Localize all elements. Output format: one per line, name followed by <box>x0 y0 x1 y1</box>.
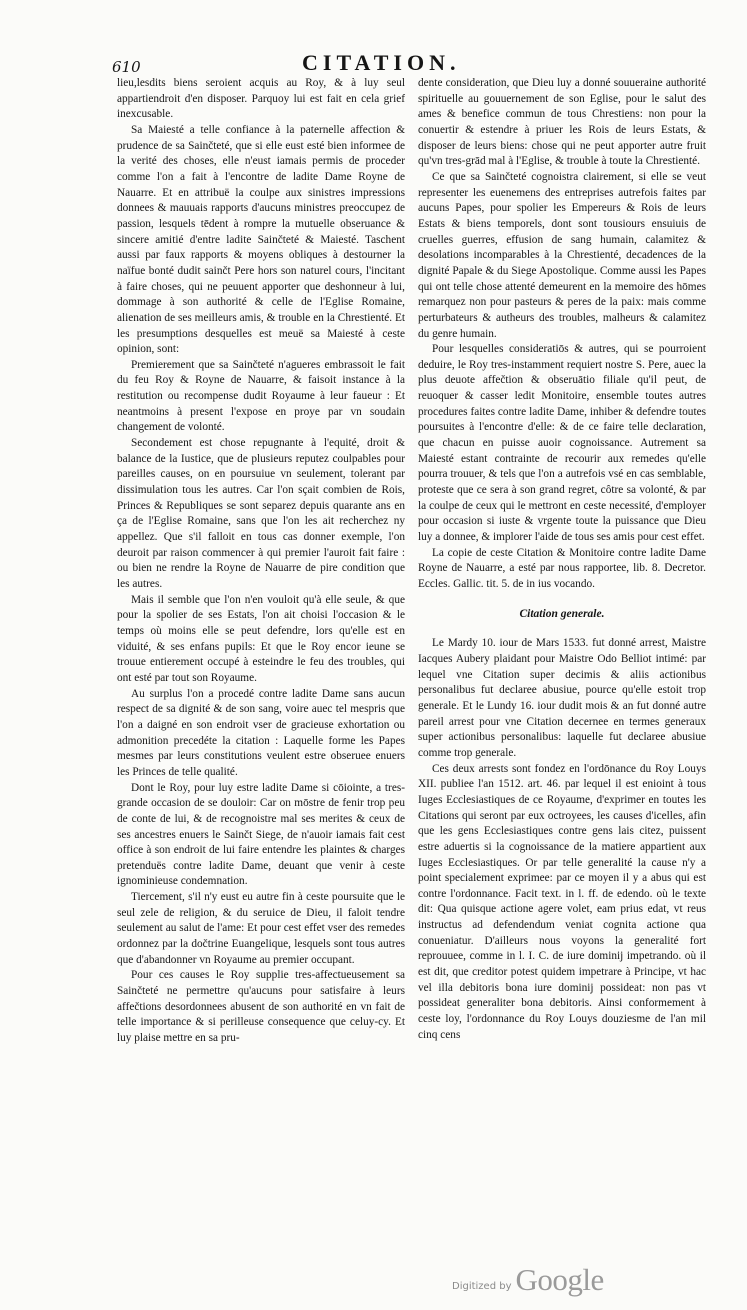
digitized-by-label: Digitized by <box>452 1281 512 1292</box>
paragraph: La copie de ceste Citation & Monitoire contre ladite Dame Royne de Nauarre, a esté par nous rapportee, lib. 8. Decretor. Eccles. Gallic. tit. 5. de in ius vocando. <box>418 546 706 590</box>
digitized-watermark <box>452 1262 604 1298</box>
paragraph: lieu,lesdits biens seroient acquis au Roy, & à luy seul appartiendroit d'en disposer. Parquoy lui est fait en cela grief inexcusable. <box>117 77 405 121</box>
page-header <box>112 50 652 76</box>
paragraph: Dont le Roy, pour luy estre ladite Dame si cōiointe, a tres-grande occasion de se douloir: Car on mōstre de fenir trop peu de conte de lui, & de recognoistre mal ses merites & ceux de ses ancestres enuers le Sainčt Siege, de n'auoir iamais fait cest office à son endroit de lui faire entendre les plaintes & charges pretenduës contre ladite Dame, deuant que venir à ceste ignominieuse condemnation. <box>117 781 405 888</box>
page-number: 610 <box>112 58 141 76</box>
paragraph: dente consideration, que Dieu luy a donné souueraine authorité spirituelle au gouuernement de son Eglise, pour le salut des ames & benefice commun de tous Chrestiens: non pour la conuertir & estendre à priuer les Rois de leurs Estats, & disposer de leurs biens: chose qui ne peut apporter autre fruit qu'vn tres-grād mal à l'Eglise, & trouble à toute la Chrestienté. <box>418 77 706 168</box>
paragraph: Le Mardy 10. iour de Mars 1533. fut donné arrest, Maistre Iacques Aubery plaidant pour Maistre Odo Belliot intimé: par lequel vne Citation super decimis & aliis actionibus personalibus fut declaree abusiue, pource qu'elle estoit trop generale. Et le Lundy 16. iour dudit mois & an fut donné autre pareil arrest pour vne Citation decernee en termes generaux super actionibus personalibus: laquelle fut declaree abusiue comme trop generale. <box>418 637 706 759</box>
left-column <box>117 76 405 1047</box>
paragraph: Ce que sa Sainčteté cognoistra clairement, si elle se veut representer les euenemens des entreprises autrefois faites par aucuns Papes, pour spolier les Empereurs & Rois de leurs Estats & biens temporels, dont sont tousiours ensuiuis de cruelles guerres, effusion de sang humain, calamitez & desolations incomparables à la Chrestienté, decadences de la dignité Papale & du Siege Apostolique. Comme aussi les Papes qui ont telle chose attenté demeurent en la memoire des hōmes remarquez non pour pasteurs & peres de la paix: mais comme perturbateurs & autheurs des troubles, malheurs & calamitez du genre humain. <box>418 170 706 340</box>
paragraph: Tiercement, s'il n'y eust eu autre fin à ceste poursuite que le seul zele de religion, & du seruice de Dieu, il faloit tendre seulement au salut de l'ame: Et pour cest effet vser des remedes ordonnez par la dočtrine Euangelique, lesquels sont tous autres que d'abandonner vn Royaume au premier occupant. <box>117 891 405 966</box>
right-column <box>418 76 706 1043</box>
paragraph: Secondement est chose repugnante à l'equité, droit & balance de la Iustice, que de plusieurs reputez coulpables pour pareilles causes, on en poursuiue vn seulement, tolerant par dissimulation tous les autres. Car l'on sçait combien de Rois, Princes & Republiques se sont separez depuis quarante ans en ça de l'Eglise Romaine, sans que l'on les ait recherchez ny appellez. Que s'il falloit en tous cas donner exemple, l'on deuroit par raison commencer à qui premier l'auroit fait faire : ou bien ne rendre la Royne de Nauarre de pire condition que les autres. <box>117 437 405 590</box>
paragraph: Mais il semble que l'on n'en vouloit qu'à elle seule, & que pour la spolier de ses Estats, l'on ait choisi l'occasion & le temps où moins elle se peut defendre, lors qu'elle est en viduité, & ses enfans pupils: Et que le Roy encor ieune se trouue entierement occupé à esteindre le feu des troubles, qui ont esté par tout son Royaume. <box>117 593 405 684</box>
paragraph: Pour lesquelles consideratiōs & autres, qui se pourroient deduire, le Roy tres-instamment requiert nostre S. Pere, auec la plus deuote affečtion & obseruātio filiale qu'il peut, de reuoquer & casser ledit Monitoire, ensemble toutes autres procedures faites contre ladite Dame, inhiber & defendre toutes poursuites à l'encontre d'elle: & de ce faire telle declaration, que chacun en puisse auoir cognoissance. Autrement sa Maiesté estant contrainte de recourir aux remedes qu'elle pourra trouuer, & tels que l'on a autrefois vsé en cas semblable, proteste que ce sera à son grand regret, côtre sa volonté, & par la coulpe de ceux qui le mettront en ceste necessité, d'employer pour occasion si iuste & vrgente toute la puissance que Dieu luy a donnee, & implorer l'aide de tous ses amis pour cest effet. <box>418 343 706 544</box>
paragraph: Ces deux arrests sont fondez en l'ordōnance du Roy Louys XII. publiee l'an 1512. art. 46. par lequel il est enioint à tous Iuges Ecclesiastiques de ce Royaume, d'exprimer en toutes les Citations qui seront par eux octroyees, les causes d'icelles, afin que les gens Ecclesiastiques contre gens lais citez, puissent estre aduertis si la cognoissance de la matiere appartient aux Iuges Ecclesiastiques. Or par telle generalité la cause n'y a point specialement exprimee: par ce moyen il y a abus qui est contre l'ordonnance. Facit text. in l. ff. de edendo. où le texte dit: Qua quisque actione agere volet, eam prius edat, vt reus instructus ad defendendum veniat cognita actione qua conueniatur. D'ailleurs nous voyons la generalité fort reprouuee, comme in l. I. C. de iure dominij impetrando. où il est dit, que creditor potest quidem impetrare à Principe, vt hac vel illa debitoris bona iure dominij possideat: non pas vt possideat generaliter bona debitoris. Ainsi conformement à ceste loy, l'ordonnance du Roy Louys douziesme de l'an mil cinq cens <box>418 762 706 1041</box>
paragraph: Sa Maiesté a telle confiance à la paternelle affection & prudence de sa Sainčteté, que si elle eust esté bien informee de la verité des choses, elle n'eust iamais permis de proceder comme l'on a fait à l'encontre de ladite Dame Royne de Nauarre. Et en attribuë la coulpe aux sinistres impressions donnees & mauuais rapports d'aucuns ministres preoccupez de passion, lesquels tēdent à rompre la mutuelle obseruance & sincere amitié d'entre ladite Sainčteté & Maiesté. Taschent aussi par faux rapports & moyens obliques à destourner la naïfue bonté dudit sainčt Pere hors son naturel cours, l'incitant à faire choses, qui ne peuuent apporter que deshonneur à lui, dommage à son authorité & celle de l'Eglise Romaine, alienation de ses meilleurs amis, & trouble en la Chrestienté. Et les presumptions desquelles est meuë sa Maiesté à ceste opinion, sont: <box>117 123 405 356</box>
google-logo: Google <box>515 1262 604 1297</box>
paragraph: Au surplus l'on a procedé contre ladite Dame sans aucun respect de sa dignité & de son sang, voire auec tel mespris que l'on a daigné en son endroit vser de gracieuse exhortation ou admonition precedéte la citation : Laquelle forme les Papes mesmes par leurs constitutions veulent estre obseruee enuers les Princes de telle qualité. <box>117 687 405 778</box>
running-title: CITATION. <box>302 50 461 75</box>
paragraph: Pour ces causes le Roy supplie tres-affectueusement sa Sainčteté ne permettre qu'aucuns pour satisfaire à leurs affečtions desordonnees abusent de son authorité en vn fait de telle importance & si perilleuse consequence que celuy-cy. Et luy plaise mettre en sa pru- <box>117 969 405 1045</box>
section-title: Citation generale. <box>519 607 605 620</box>
paragraph: Premierement que sa Sainčteté n'agueres embrassoit le fait du feu Roy & Royne de Nauarre, & faisoit instance à la restitution ou recompense dudit Royaume à leur faueur : Et neantmoins à present l'expose en proye par vn soudain changement de volonté. <box>117 358 405 434</box>
